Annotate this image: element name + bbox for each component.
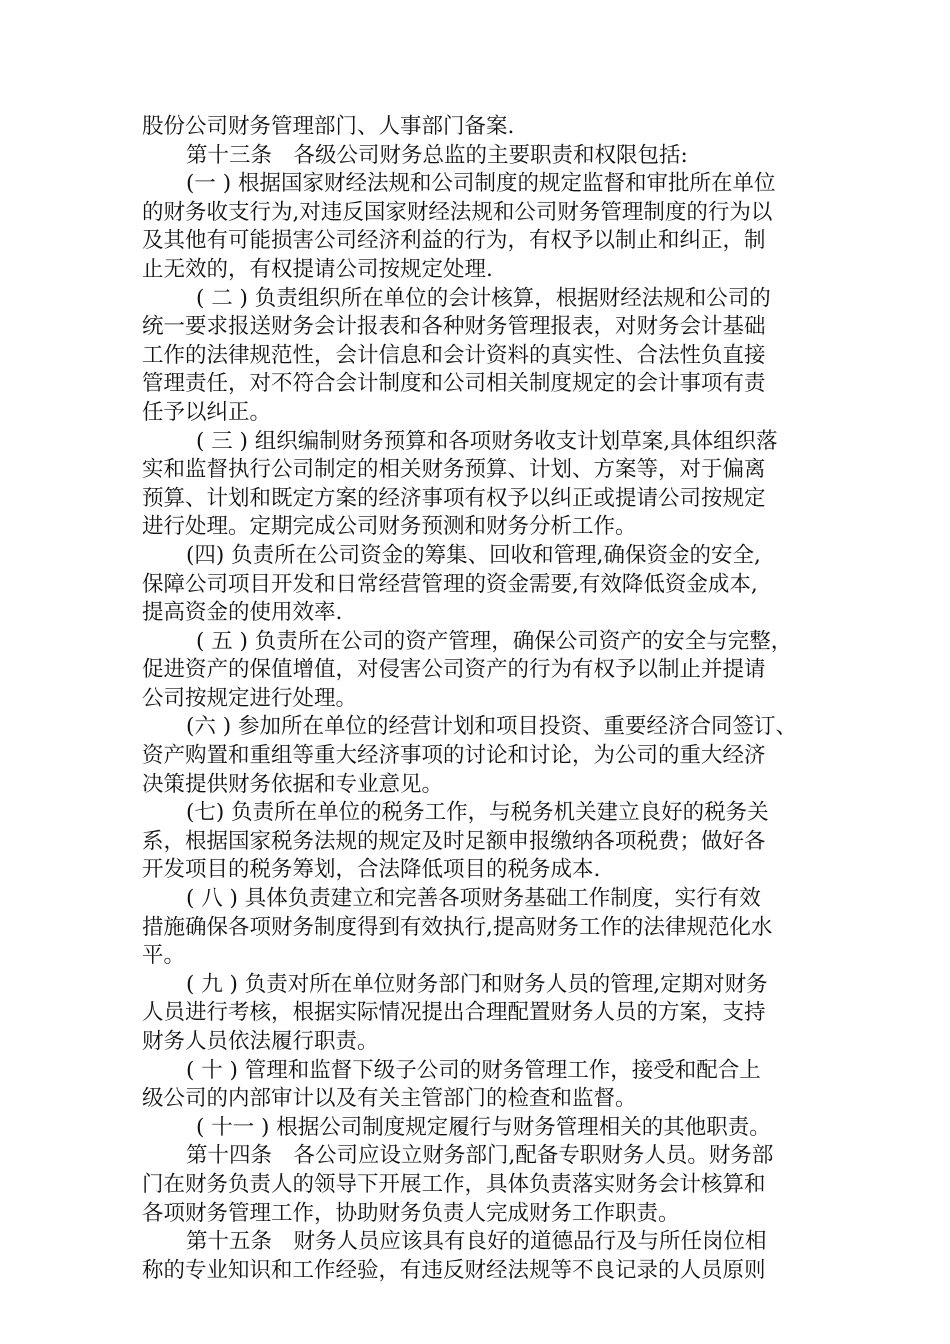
text-line: 门在财务负责人的领导下开展工作，具体负责落实财务会计核算和 xyxy=(142,1171,766,1197)
text-line: 级公司的内部审计以及有关主管部门的检查和监督。 xyxy=(142,1086,637,1112)
text-line: 决策提供财务依据和专业意见。 xyxy=(142,771,444,797)
text-line: 股份公司财务管理部门、人事部门备案. xyxy=(142,114,515,139)
text-line: 促进资产的保值增值，对侵害公司资产的行为有权予以制止并提请 xyxy=(142,657,766,683)
text-line: ( 二 ) 负责组织所在单位的会计核算，根据财经法规和公司的 xyxy=(196,285,771,311)
text-line: 管理责任，对不符合会计制度和公司相关制度规定的会计事项有责 xyxy=(142,371,766,397)
text-line: 止无效的，有权提请公司按规定处理. xyxy=(142,256,493,282)
text-line: 开发项目的税务筹划，合法降低项目的税务成本. xyxy=(142,857,601,883)
text-line: 各项财务管理工作，协助财务负责人完成财务工作职责。 xyxy=(142,1200,680,1226)
text-line: 系，根据国家税务法规的规定及时足额申报缴纳各项税费；做好各 xyxy=(142,828,766,854)
text-line: 预算、计划和既定方案的经济事项有权予以纠正或提请公司按规定 xyxy=(142,485,766,511)
text-line: (一 ) 根据国家财经法规和公司制度的规定监督和审批所在单位 xyxy=(186,171,776,197)
document-body xyxy=(142,113,812,1285)
text-line: 第十五条 财务人员应该具有良好的道德品行及与所任岗位相 xyxy=(186,1229,767,1255)
text-line: ( 三 ) 组织编制财务预算和各项财务收支计划草案,具体组织落 xyxy=(196,428,778,454)
text-line: 称的专业知识和工作经验，有违反财经法规等不良记录的人员原则 xyxy=(142,1257,766,1283)
text-line: ( 八 ) 具体负责建立和完善各项财务基础工作制度，实行有效 xyxy=(186,886,761,912)
text-line: 资产购置和重组等重大经济事项的讨论和讨论，为公司的重大经济 xyxy=(142,743,766,769)
text-line: 统一要求报送财务会计报表和各种财务管理报表，对财务会计基础 xyxy=(142,314,766,340)
text-line: 工作的法律规范性，会计信息和会计资料的真实性、合法性负直接 xyxy=(142,342,766,368)
text-line: (四) 负责所在公司资金的筹集、回收和管理,确保资金的安全, xyxy=(186,542,761,568)
text-line: (六 ) 参加所在单位的经营计划和项目投资、重要经济合同签订、 xyxy=(186,714,797,740)
text-line: 人员进行考核，根据实际情况提出合理配置财务人员的方案，支持 xyxy=(142,1000,766,1026)
text-line: 保障公司项目开发和日常经营管理的资金需要,有效降低资金成本, xyxy=(142,571,758,597)
text-line: 第十四条 各公司应设立财务部门,配备专职财务人员。财务部 xyxy=(186,1143,774,1169)
text-line: 实和监督执行公司制定的相关财务预算、计划、方案等，对于偏离 xyxy=(142,457,766,483)
text-line: 任予以纠正。 xyxy=(142,399,272,425)
text-line: 提高资金的使用效率. xyxy=(142,600,343,626)
text-line: 的财务收支行为,对违反国家财经法规和公司财务管理制度的行为以 xyxy=(142,199,773,225)
text-line: 第十三条 各级公司财务总监的主要职责和权限包括: xyxy=(186,142,688,168)
text-line: 进行处理。定期完成公司财务预测和财务分析工作。 xyxy=(142,514,637,540)
text-line: 平。 xyxy=(142,943,186,969)
text-line: ( 十 ) 管理和监督下级子公司的财务管理工作，接受和配合上 xyxy=(186,1057,761,1083)
text-line: ( 九 ) 负责对所在单位财务部门和财务人员的管理,定期对财务 xyxy=(186,971,768,997)
text-line: 公司按规定进行处理。 xyxy=(142,685,358,711)
text-line: ( 十一 ) 根据公司制度规定履行与财务管理相关的其他职责。 xyxy=(196,1114,771,1140)
text-line: 及其他有可能损害公司经济利益的行为，有权予以制止和纠正，制 xyxy=(142,228,766,254)
text-line: 措施确保各项财务制度得到有效执行,提高财务工作的法律规范化水 xyxy=(142,914,773,940)
text-line: 财务人员依法履行职责。 xyxy=(142,1029,379,1054)
text-line: ( 五 ) 负责所在公司的资产管理，确保公司资产的安全与完整， xyxy=(196,628,793,654)
text-line: (七) 负责所在单位的税务工作，与税务机关建立良好的税务关 xyxy=(186,800,769,826)
